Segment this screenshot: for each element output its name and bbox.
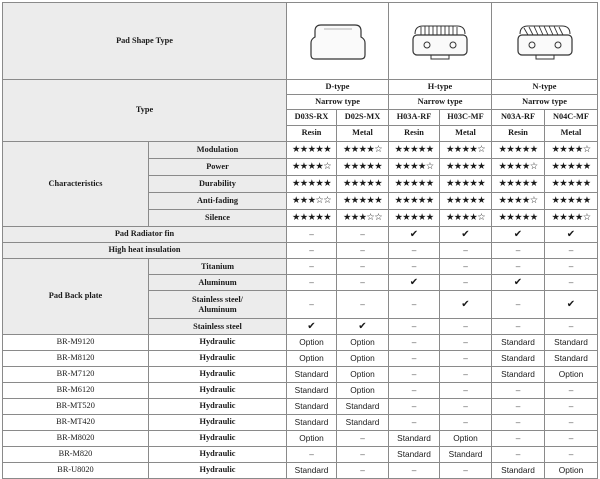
star-rating: ★★★★☆	[337, 142, 389, 159]
star-rating: ★★★★★	[337, 176, 389, 193]
brake-type: Hydraulic	[149, 447, 287, 463]
compatibility-value: –	[440, 351, 492, 367]
back-plate-value: –	[389, 319, 440, 335]
star-rating: ★★★★☆	[545, 210, 598, 227]
brake-row	[3, 367, 598, 383]
back-plate-value: ✔	[440, 291, 492, 319]
back-plate-value: –	[287, 275, 337, 291]
compatibility-value: –	[389, 383, 440, 399]
compatibility-value: Standard	[492, 335, 545, 351]
brake-type: Hydraulic	[149, 335, 287, 351]
type-label: Type	[3, 80, 287, 142]
star-rating: ★★★★★	[440, 176, 492, 193]
compatibility-value: Option	[287, 335, 337, 351]
pad-material: Resin	[492, 126, 545, 142]
back-plate-value: –	[492, 259, 545, 275]
pad-material: Metal	[440, 126, 492, 142]
star-rating: ★★★★★	[337, 193, 389, 210]
compatibility-value: –	[440, 335, 492, 351]
compatibility-value: Option	[287, 351, 337, 367]
brake-type: Hydraulic	[149, 463, 287, 479]
star-rating: ★★★★☆	[492, 193, 545, 210]
brake-model: BR-M6120	[3, 383, 149, 399]
compatibility-value: –	[492, 383, 545, 399]
brake-model: BR-M8120	[3, 351, 149, 367]
compatibility-value: –	[545, 431, 598, 447]
compatibility-value: –	[389, 335, 440, 351]
compatibility-value: –	[440, 399, 492, 415]
compatibility-value: Standard	[492, 367, 545, 383]
pad-material: Resin	[287, 126, 337, 142]
feature-value: –	[492, 243, 545, 259]
compatibility-value: Standard	[287, 463, 337, 479]
star-rating: ★★★★☆	[440, 210, 492, 227]
compatibility-value: Standard	[389, 431, 440, 447]
compatibility-value: –	[389, 463, 440, 479]
back-plate-value: –	[492, 291, 545, 319]
back-plate-value: ✔	[287, 319, 337, 335]
compatibility-value: Standard	[287, 415, 337, 431]
compatibility-value: –	[492, 431, 545, 447]
star-rating: ★★★★★	[545, 193, 598, 210]
pad-model-code: D03S-RX	[287, 110, 337, 126]
compatibility-value: Option	[337, 351, 389, 367]
compatibility-value: –	[545, 447, 598, 463]
brake-model: BR-U8020	[3, 463, 149, 479]
feature-name: High heat insulation	[3, 243, 287, 259]
back-plate-material-line: Stainless steel/	[192, 294, 243, 304]
compatibility-value: –	[545, 399, 598, 415]
star-rating: ★★★★★	[287, 176, 337, 193]
characteristic-name: Modulation	[149, 142, 287, 159]
feature-value: ✔	[440, 227, 492, 243]
compatibility-value: –	[389, 415, 440, 431]
brake-type: Hydraulic	[149, 351, 287, 367]
star-rating: ★★★★☆	[440, 142, 492, 159]
feature-value: ✔	[389, 227, 440, 243]
pad-model-code: H03A-RF	[389, 110, 440, 126]
brake-row	[3, 399, 598, 415]
compatibility-value: –	[545, 383, 598, 399]
pad-material: Metal	[337, 126, 389, 142]
compatibility-value: –	[545, 415, 598, 431]
feature-row	[3, 227, 598, 243]
back-plate-value: –	[545, 319, 598, 335]
pad-width-type: Narrow type	[287, 95, 389, 110]
compatibility-value: Standard	[337, 415, 389, 431]
compatibility-value: Standard	[545, 351, 598, 367]
back-plate-value: –	[389, 291, 440, 319]
compatibility-value: Standard	[389, 447, 440, 463]
compatibility-value: Option	[545, 367, 598, 383]
brake-row	[3, 447, 598, 463]
compatibility-value: Option	[545, 463, 598, 479]
star-rating: ★★★★☆	[492, 159, 545, 176]
star-rating: ★★★★★	[492, 210, 545, 227]
pad-group-row	[3, 80, 598, 95]
pad-material: Resin	[389, 126, 440, 142]
back-plate-value: –	[545, 275, 598, 291]
star-rating: ★★★☆☆	[287, 193, 337, 210]
brake-row	[3, 463, 598, 479]
feature-value: ✔	[492, 227, 545, 243]
compatibility-value: Standard	[492, 463, 545, 479]
characteristic-name: Anti-fading	[149, 193, 287, 210]
characteristic-name: Power	[149, 159, 287, 176]
star-rating: ★★★★★	[545, 159, 598, 176]
compatibility-value: Standard	[545, 335, 598, 351]
feature-row	[3, 243, 598, 259]
star-rating: ★★★★★	[287, 210, 337, 227]
brake-model: BR-MT520	[3, 399, 149, 415]
brake-row	[3, 415, 598, 431]
n-type-pad-icon	[492, 3, 598, 80]
back-plate-value: –	[545, 259, 598, 275]
star-rating: ★★★★★	[492, 142, 545, 159]
pad-material: Metal	[545, 126, 598, 142]
brake-model: BR-MT420	[3, 415, 149, 431]
compatibility-value: –	[337, 447, 389, 463]
compatibility-value: –	[440, 415, 492, 431]
star-rating: ★★★★★	[440, 159, 492, 176]
pad-width-type: Narrow type	[389, 95, 492, 110]
back-plate-value: ✔	[337, 319, 389, 335]
pad-model-code: N03A-RF	[492, 110, 545, 126]
brake-row	[3, 351, 598, 367]
brake-pad-spec-table	[2, 2, 598, 479]
star-rating: ★★★★★	[287, 142, 337, 159]
compatibility-value: –	[440, 463, 492, 479]
feature-value: –	[337, 227, 389, 243]
back-plate-value: ✔	[545, 291, 598, 319]
star-rating: ★★★★☆	[545, 142, 598, 159]
back-plate-material: Titanium	[149, 259, 287, 275]
back-plate-value: ✔	[389, 275, 440, 291]
back-plate-value: ✔	[492, 275, 545, 291]
characteristic-name: Silence	[149, 210, 287, 227]
pad-shape-label: Pad Shape Type	[3, 3, 287, 80]
compatibility-value: Standard	[492, 351, 545, 367]
compatibility-value: –	[440, 383, 492, 399]
brake-model: BR-M820	[3, 447, 149, 463]
compatibility-value: –	[389, 399, 440, 415]
compatibility-value: Standard	[287, 367, 337, 383]
pad-spec-sheet	[2, 2, 597, 479]
pad-width-type: Narrow type	[492, 95, 598, 110]
compatibility-value: –	[389, 351, 440, 367]
compatibility-value: –	[492, 447, 545, 463]
brake-type: Hydraulic	[149, 367, 287, 383]
compatibility-value: Option	[440, 431, 492, 447]
brake-row	[3, 431, 598, 447]
star-rating: ★★★★☆	[389, 159, 440, 176]
back-plate-value: –	[287, 259, 337, 275]
back-plate-value: –	[337, 291, 389, 319]
back-plate-material: Stainless steel	[149, 319, 287, 335]
compatibility-value: Option	[337, 383, 389, 399]
pad-model-code: H03C-MF	[440, 110, 492, 126]
compatibility-value: Option	[337, 367, 389, 383]
brake-model: BR-M9120	[3, 335, 149, 351]
compatibility-value: Standard	[337, 399, 389, 415]
compatibility-value: –	[287, 447, 337, 463]
feature-value: –	[287, 227, 337, 243]
compatibility-value: –	[440, 367, 492, 383]
feature-value: –	[440, 243, 492, 259]
back-plate-material	[149, 291, 287, 319]
compatibility-value: –	[337, 431, 389, 447]
brake-row	[3, 383, 598, 399]
back-plate-value: –	[440, 259, 492, 275]
back-plate-value: –	[492, 319, 545, 335]
back-plate-value: –	[337, 259, 389, 275]
characteristic-name: Durability	[149, 176, 287, 193]
brake-type: Hydraulic	[149, 399, 287, 415]
feature-value: –	[389, 243, 440, 259]
back-plate-value: –	[287, 291, 337, 319]
compatibility-value: Standard	[287, 383, 337, 399]
feature-name: Pad Radiator fin	[3, 227, 287, 243]
star-rating: ★★★★★	[389, 176, 440, 193]
star-rating: ★★★★★	[389, 142, 440, 159]
pad-model-code: N04C-MF	[545, 110, 598, 126]
compatibility-value: –	[337, 463, 389, 479]
star-rating: ★★★★☆	[287, 159, 337, 176]
back-plate-value: –	[440, 275, 492, 291]
compatibility-value: Option	[287, 431, 337, 447]
brake-type: Hydraulic	[149, 383, 287, 399]
compatibility-value: –	[389, 367, 440, 383]
compatibility-value: Standard	[440, 447, 492, 463]
compatibility-value: Standard	[287, 399, 337, 415]
brake-model: BR-M7120	[3, 367, 149, 383]
back-plate-value: –	[389, 259, 440, 275]
feature-value: ✔	[545, 227, 598, 243]
star-rating: ★★★★★	[545, 176, 598, 193]
star-rating: ★★★★★	[337, 159, 389, 176]
feature-value: –	[545, 243, 598, 259]
brake-type: Hydraulic	[149, 431, 287, 447]
back-plate-row	[3, 259, 598, 275]
pad-model-code: D02S-MX	[337, 110, 389, 126]
characteristic-row	[3, 142, 598, 159]
characteristics-label: Characteristics	[3, 142, 149, 227]
compatibility-value: Option	[337, 335, 389, 351]
compatibility-value: –	[492, 415, 545, 431]
pad-group-name: H-type	[389, 80, 492, 95]
pad-group-name: D-type	[287, 80, 389, 95]
feature-value: –	[287, 243, 337, 259]
pad-group-name: N-type	[492, 80, 598, 95]
back-plate-value: –	[337, 275, 389, 291]
back-plate-material-line: Aluminum	[198, 304, 237, 314]
star-rating: ★★★★★	[389, 193, 440, 210]
feature-value: –	[337, 243, 389, 259]
h-type-pad-icon	[389, 3, 492, 80]
star-rating: ★★★★★	[440, 193, 492, 210]
brake-row	[3, 335, 598, 351]
d-type-pad-icon	[287, 3, 389, 80]
back-plate-value: –	[440, 319, 492, 335]
back-plate-material: Aluminum	[149, 275, 287, 291]
pad-shape-row	[3, 3, 598, 80]
compatibility-value: –	[492, 399, 545, 415]
star-rating: ★★★★★	[492, 176, 545, 193]
brake-model: BR-M8020	[3, 431, 149, 447]
star-rating: ★★★☆☆	[337, 210, 389, 227]
back-plate-label: Pad Back plate	[3, 259, 149, 335]
brake-type: Hydraulic	[149, 415, 287, 431]
star-rating: ★★★★★	[389, 210, 440, 227]
